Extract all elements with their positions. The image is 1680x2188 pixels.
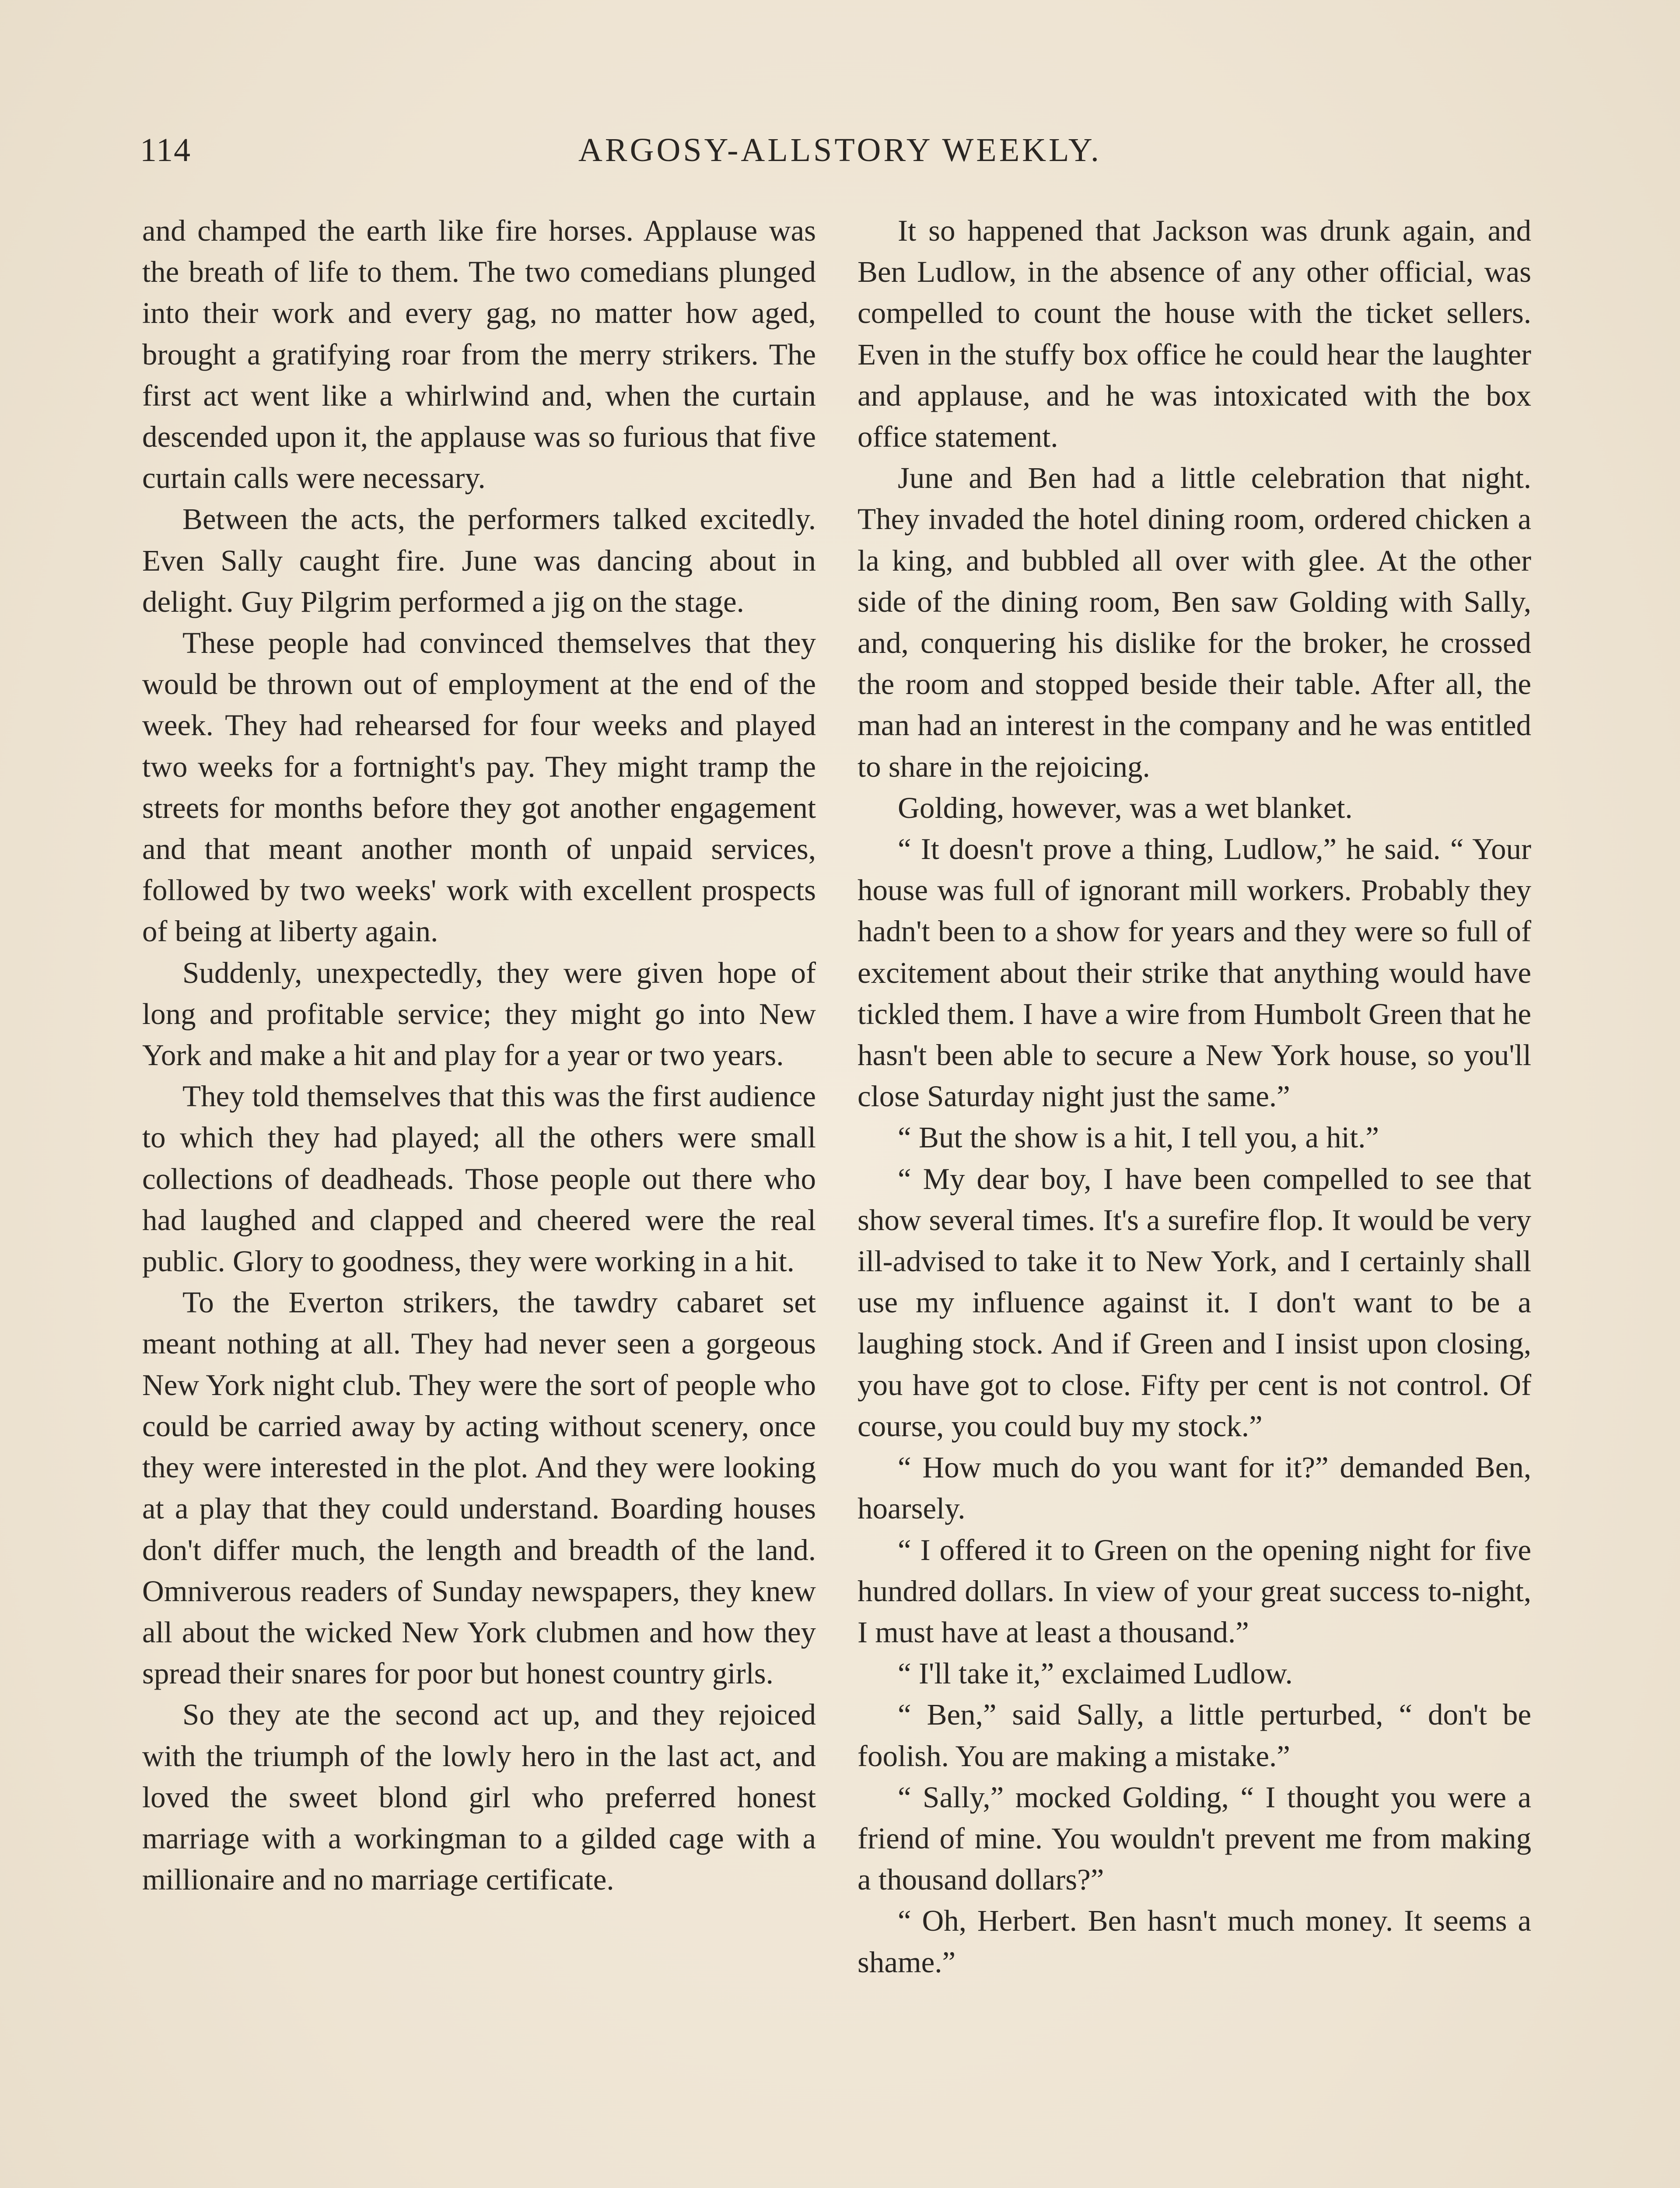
right-column [858, 210, 1531, 1983]
page-header [140, 131, 1540, 179]
paragraph: “ My dear boy, I have been compelled to see that show several times. It's a surefire flop. It would be very ill-advised to take it to New York, and I certainly shall use my influence against it. I don't want to be a laughing stock. And if Green and I insist upon closing, you have got to close. Fifty per cent is not control. Of course, you could buy my stock.” [858, 1162, 1531, 1443]
paragraph: It so happened that Jackson was drunk again, and Ben Ludlow, in the absence of any other official, was compelled to count the house with the ticket sellers. Even in the stuffy box office he could hear the laughter and applause, and he was intoxicated with the box office statement. [858, 214, 1531, 454]
paragraph: “ Sally,” mocked Golding, “ I thought you were a friend of mine. You wouldn't prevent me from making a thousand dollars?” [858, 1780, 1531, 1897]
paragraph: “ Oh, Herbert. Ben hasn't much money. It seems a shame.” [858, 1904, 1531, 1979]
paragraph: These people had convinced themselves that they would be thrown out of employment at the end of the week. They had rehearsed for four weeks and played two weeks for a fortnight's pay. They might tramp the streets for months before they got another engagement and that meant another month of unpaid services, followed by two weeks' work with excellent prospects of being at liberty again. [142, 626, 816, 948]
paragraph: So they ate the second act up, and they rejoiced with the triumph of the lowly hero in the last act, and loved the sweet blond girl who preferred honest marriage with a workingman to a gilded cage with a millionaire and no marriage certificate. [142, 1698, 816, 1897]
running-title: ARGOSY-ALLSTORY WEEKLY. [578, 132, 1102, 168]
paragraph: and champed the earth like fire horses. Applause was the breath of life to them. The two comedians plunged into their work and every gag, no matter how aged, brought a gratifying roar from the merry strikers. The first act went like a whirlwind and, when the curtain descended upon it, the applause was so furious that five curtain calls were necessary. [142, 214, 816, 495]
paragraph: “ I offered it to Green on the opening night for five hundred dollars. In view of your great success to-night, I must have at least a thousand.” [858, 1533, 1531, 1649]
page-number: 114 [140, 132, 192, 168]
paragraph: Between the acts, the performers talked excitedly. Even Sally caught fire. June was dancing about in delight. Guy Pilgrim performed a jig on the stage. [142, 502, 816, 618]
paragraph: Suddenly, unexpectedly, they were given hope of long and profitable service; they might go into New York and make a hit and play for a year or two years. [142, 956, 816, 1072]
paragraph: “ It doesn't prove a thing, Ludlow,” he said. “ Your house was full of ignorant mill workers. Probably they hadn't been to a show for years and they were so full of excitement about their strike that anything would have tickled them. I have a wire from Humbolt Green that he hasn't been able to secure a New York house, so you'll close Saturday night just the same.” [858, 832, 1531, 1113]
paragraph: June and Ben had a little celebration that night. They invaded the hotel dining room, ordered chicken a la king, and bubbled all over with glee. At the other side of the dining room, Ben saw Golding with Sally, and, conquering his dislike for the broker, he crossed the room and stopped beside their table. After all, the man had an interest in the company and he was entitled to share in the rejoicing. [858, 461, 1531, 783]
paragraph: “ I'll take it,” exclaimed Ludlow. [898, 1657, 1293, 1690]
paragraph: They told themselves that this was the first audience to which they had played; all the others were small collections of deadheads. Those people out there who had laughed and clapped and cheered were the real public. Glory to goodness, they were working in a hit. [142, 1080, 816, 1278]
paragraph: “ But the show is a hit, I tell you, a hit.” [898, 1121, 1379, 1154]
paragraph: “ How much do you want for it?” demanded Ben, hoarsely. [858, 1451, 1531, 1525]
paragraph: Golding, however, was a wet blanket. [898, 791, 1353, 824]
left-column [142, 210, 816, 1900]
paragraph: “ Ben,” said Sally, a little perturbed, “ don't be foolish. You are making a mistake.” [858, 1698, 1531, 1773]
paragraph: To the Everton strikers, the tawdry cabaret set meant nothing at all. They had never seen a gorgeous New York night club. They were the sort of people who could be carried away by acting without scenery, once they were interested in the plot. And they were looking at a play that they could understand. Boarding houses don't differ much, the length and breadth of the land. Omniverous readers of Sunday newspapers, they knew all about the wicked New York clubmen and how they spread their snares for poor but honest country girls. [142, 1286, 816, 1690]
